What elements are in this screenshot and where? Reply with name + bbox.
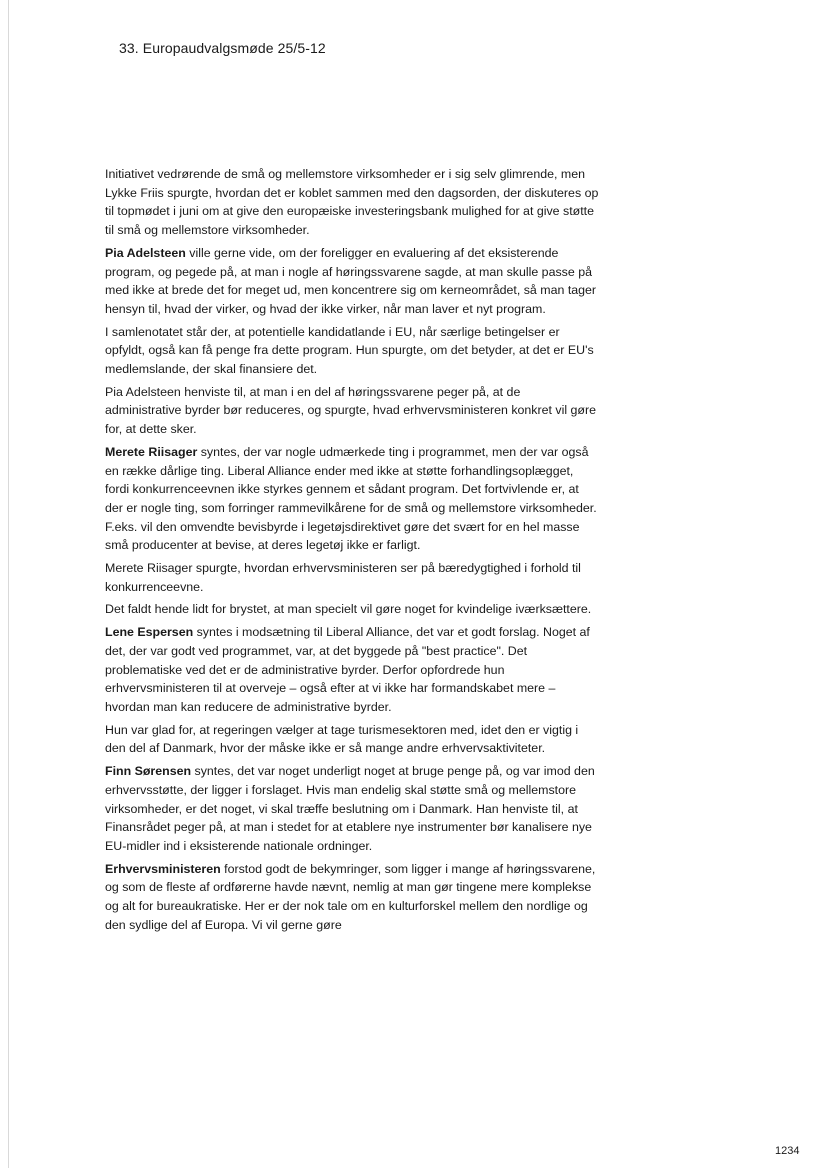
paragraph <box>105 323 600 379</box>
paragraph <box>105 721 600 758</box>
paragraph <box>105 762 600 856</box>
paragraph <box>105 165 600 240</box>
paragraph-text: syntes, der var nogle udmærkede ting i programmet, men der var også en række dårlige ting. Liberal Alliance ender med ikke at støtte forhandlingsoplægget, fordi konkurrenceevnen ikke styrkes gennem et sådant program. Det fortvivlende er, at der er nogle ting, som forringer rammevilkårene for de små og mellemstore virksomheder. F.eks. vil den omvendte bevisbyrde i legetøjsdirektivet gøre det svært for en hel masse små producenter at bevise, at deres legetøj ikke er farligt. <box>105 444 597 553</box>
paragraph-text: syntes, det var noget underligt noget at bruge penge på, og var imod den erhvervsstøtte, der ligger i forslaget. Hvis man endelig skal støtte små og mellemstore virksomheder, er det noget, vi skal træffe beslutning om i Danmark. Han henviste til, at Finansrådet peger på, at man i stedet for at etablere nye instrumenter bør kanalisere nye EU-midler ind i eksisterende nationale ordninger. <box>105 764 595 853</box>
paragraph-text: Pia Adelsteen henviste til, at man i en del af høringssvarene peger på, at de administrative byrder bør reduceres, og spurgte, hvad erhvervsministeren konkret vil gøre for, at dette sker. <box>105 384 597 437</box>
paragraph <box>105 443 600 555</box>
page-header: 33. Europaudvalgsmøde 25/5-12 <box>119 40 326 56</box>
paragraph-text: I samlenotatet står der, at potentielle kandidatlande i EU, når særlige betingelser er opfyldt, også kan få penge fra dette program. Hun spurgte, om det betyder, at det er EU's medlemslande, der skal finansiere det. <box>105 324 594 377</box>
paragraph-text: Det faldt hende lidt for brystet, at man specielt vil gøre noget for kvindelige iværksættere. <box>105 602 592 617</box>
paragraph-text: Hun var glad for, at regeringen vælger at tage turismesektoren med, idet den er vigtig i den del af Danmark, hvor der måske ikke er så mange andre erhvervsaktiviteter. <box>105 722 579 756</box>
speaker-name: Erhvervsministeren <box>105 861 221 876</box>
body-text <box>105 165 600 938</box>
paragraph <box>105 244 600 319</box>
paragraph <box>105 559 600 596</box>
paragraph <box>105 600 600 619</box>
speaker-name: Pia Adelsteen <box>105 245 186 260</box>
page-number: 1234 <box>775 1145 800 1157</box>
paragraph <box>105 623 600 717</box>
speaker-name: Finn Sørensen <box>105 764 192 779</box>
paragraph <box>105 383 600 439</box>
paragraph-text: ville gerne vide, om der foreligger en evaluering af det eksisterende program, og pegede på, at man i nogle af høringssvarene sagde, at man skulle passe på med ikke at brede det for meget ud, men koncentrere sig om kerneområdet, så man tager hensyn til, hvad der virker, og hvad der ikke virker, når man laver et nyt program. <box>105 245 597 316</box>
page-edge-line <box>8 0 9 1168</box>
paragraph <box>105 860 600 935</box>
speaker-name: Lene Espersen <box>105 625 194 640</box>
paragraph-text: Initiativet vedrørende de små og mellemstore virksomheder er i sig selv glimrende, men Lykke Friis spurgte, hvordan det er koblet sammen med den dagsorden, der diskuteres op til topmødet i juni om at give den europæiske investeringsbank mulighed for at give støtte til små og mellemstore virksomheder. <box>105 167 599 238</box>
paragraph-text: syntes i modsætning til Liberal Alliance, det var et godt forslag. Noget af det, der var godt ved programmet, var, at det byggede på "best practice". Det problematiske ved det er de administrative byrder. Derfor opfordrede hun erhvervsministeren til at overveje – også efter at vi ikke har formandskabet mere – hvordan man kan reducere de administrative byrder. <box>105 625 590 714</box>
speaker-name: Merete Riisager <box>105 444 198 459</box>
paragraph-text: forstod godt de bekymringer, som ligger i mange af høringssvarene, og som de fleste af ordførerne havde nævnt, nemlig at man gør tingene mere komplekse og alt for bureaukratiske. Her er der nok tale om en kulturforskel mellem den nordlige og den sydlige del af Europa. Vi vil gerne gøre <box>105 861 596 932</box>
paragraph-text: Merete Riisager spurgte, hvordan erhvervsministeren ser på bæredygtighed i forhold til konkurrenceevne. <box>105 561 581 594</box>
